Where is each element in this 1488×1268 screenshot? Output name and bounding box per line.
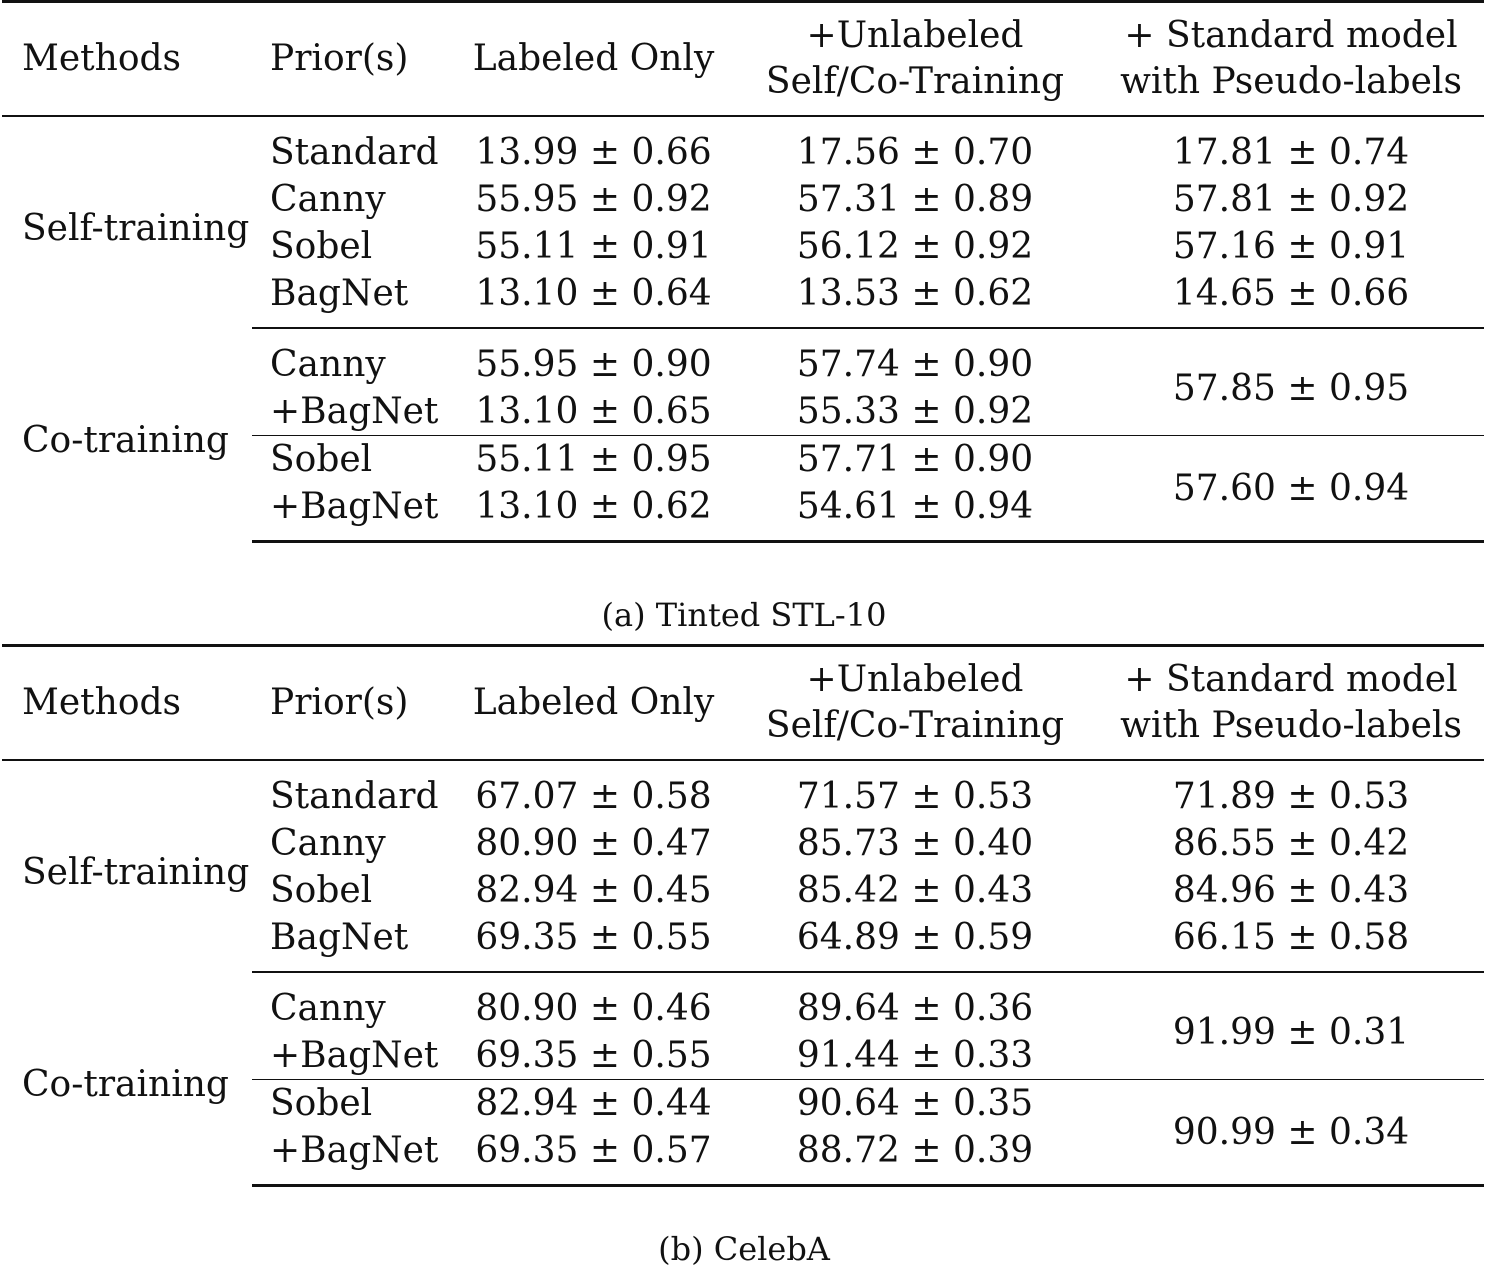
unlabeled-cell: 91.44 ± 0.33 [732,1032,1098,1080]
standard-cell: 66.15 ± 0.58 [1098,914,1484,972]
prior-cell: +BagNet [252,1127,455,1186]
unlabeled-cell: 56.12 ± 0.92 [796,226,1034,267]
header-unlabeled [732,646,1098,760]
prior-cell: Standard [270,132,439,173]
labeled-cell: 82.94 ± 0.44 [475,1083,712,1124]
header-unlabeled-line1: +Unlabeled [806,659,1024,700]
header-standard-line1: + Standard model [1124,15,1458,56]
unlabeled-cell: 88.72 ± 0.39 [732,1127,1098,1186]
labeled-cell: 67.07 ± 0.58 [475,776,712,817]
standard-cell: 57.81 ± 0.92 [1172,179,1410,220]
table-row [2,328,1484,388]
header-methods: Methods [2,646,252,760]
prior-cell: BagNet [252,270,455,328]
labeled-cell: 80.90 ± 0.47 [475,823,712,864]
method-self-training: Self-training [22,208,250,249]
header-standard-line1: + Standard model [1124,659,1458,700]
standard-cell: 57.60 ± 0.94 [1098,436,1484,542]
labeled-cell: 13.10 ± 0.64 [455,270,732,328]
prior-cell: +BagNet [252,388,455,436]
header-methods: Methods [2,2,252,116]
prior-cell: Canny [270,988,386,1029]
prior-cell: Canny [270,344,386,385]
table-row [2,972,1484,1032]
prior-cell: Canny [270,823,386,864]
prior-cell: +BagNet [252,1032,455,1080]
results-table-tinted-stl10 [2,0,1484,543]
prior-cell: Sobel [270,1083,373,1124]
header-unlabeled [732,2,1098,116]
results-table-celeba [2,644,1484,1187]
header-standard-line2: with Pseudo-labels [1120,61,1462,102]
unlabeled-cell: 85.73 ± 0.40 [796,823,1034,864]
header-standard-pseudo [1098,646,1484,760]
header-unlabeled-line1: +Unlabeled [806,15,1024,56]
method-co-training: Co-training [22,420,229,462]
labeled-cell: 69.35 ± 0.55 [455,914,732,972]
labeled-cell: 13.10 ± 0.62 [455,483,732,542]
standard-cell: 57.85 ± 0.95 [1098,328,1484,436]
labeled-cell: 82.94 ± 0.45 [475,870,712,911]
unlabeled-cell: 13.53 ± 0.62 [732,270,1098,328]
prior-cell: +BagNet [252,483,455,542]
labeled-cell: 69.35 ± 0.57 [455,1127,732,1186]
prior-cell: Sobel [270,226,373,267]
table-row [2,760,1484,820]
unlabeled-cell: 57.74 ± 0.90 [796,344,1034,385]
labeled-cell: 55.11 ± 0.95 [475,439,712,480]
labeled-cell: 80.90 ± 0.46 [475,988,712,1029]
unlabeled-cell: 54.61 ± 0.94 [732,483,1098,542]
prior-cell: Sobel [270,439,373,480]
table-caption: (b) CelebA [658,1230,830,1268]
header-labeled-only: Labeled Only [455,646,732,760]
header-priors: Prior(s) [252,2,455,116]
header-labeled-only: Labeled Only [455,2,732,116]
labeled-cell: 55.95 ± 0.90 [475,344,712,385]
labeled-cell: 55.95 ± 0.92 [475,179,712,220]
prior-cell: Standard [270,776,439,817]
standard-cell: 84.96 ± 0.43 [1172,870,1410,911]
table-row [2,116,1484,176]
unlabeled-cell: 57.71 ± 0.90 [796,439,1034,480]
standard-cell: 86.55 ± 0.42 [1172,823,1410,864]
labeled-cell: 13.99 ± 0.66 [475,132,712,173]
header-unlabeled-line2: Self/Co-Training [765,705,1065,746]
prior-cell: Canny [270,179,386,220]
standard-cell: 17.81 ± 0.74 [1172,132,1410,173]
header-standard-line2: with Pseudo-labels [1120,705,1462,746]
header-row [2,2,1484,116]
labeled-cell: 69.35 ± 0.55 [455,1032,732,1080]
standard-cell: 91.99 ± 0.31 [1098,972,1484,1080]
unlabeled-cell: 71.57 ± 0.53 [796,776,1034,817]
table-caption: (a) Tinted STL-10 [601,596,887,634]
method-co-training: Co-training [22,1064,229,1106]
header-row [2,646,1484,760]
header-priors: Prior(s) [252,646,455,760]
header-unlabeled-line2: Self/Co-Training [765,61,1065,102]
unlabeled-cell: 90.64 ± 0.35 [796,1083,1034,1124]
labeled-cell: 13.10 ± 0.65 [455,388,732,436]
unlabeled-cell: 64.89 ± 0.59 [732,914,1098,972]
unlabeled-cell: 55.33 ± 0.92 [732,388,1098,436]
standard-cell: 57.16 ± 0.91 [1172,226,1410,267]
unlabeled-cell: 57.31 ± 0.89 [796,179,1034,220]
unlabeled-cell: 17.56 ± 0.70 [796,132,1034,173]
unlabeled-cell: 89.64 ± 0.36 [796,988,1034,1029]
header-standard-pseudo [1098,2,1484,116]
prior-cell: BagNet [252,914,455,972]
prior-cell: Sobel [270,870,373,911]
standard-cell: 90.99 ± 0.34 [1098,1080,1484,1186]
method-self-training: Self-training [22,852,250,893]
standard-cell: 14.65 ± 0.66 [1098,270,1484,328]
standard-cell: 71.89 ± 0.53 [1172,776,1410,817]
labeled-cell: 55.11 ± 0.91 [475,226,712,267]
unlabeled-cell: 85.42 ± 0.43 [796,870,1034,911]
